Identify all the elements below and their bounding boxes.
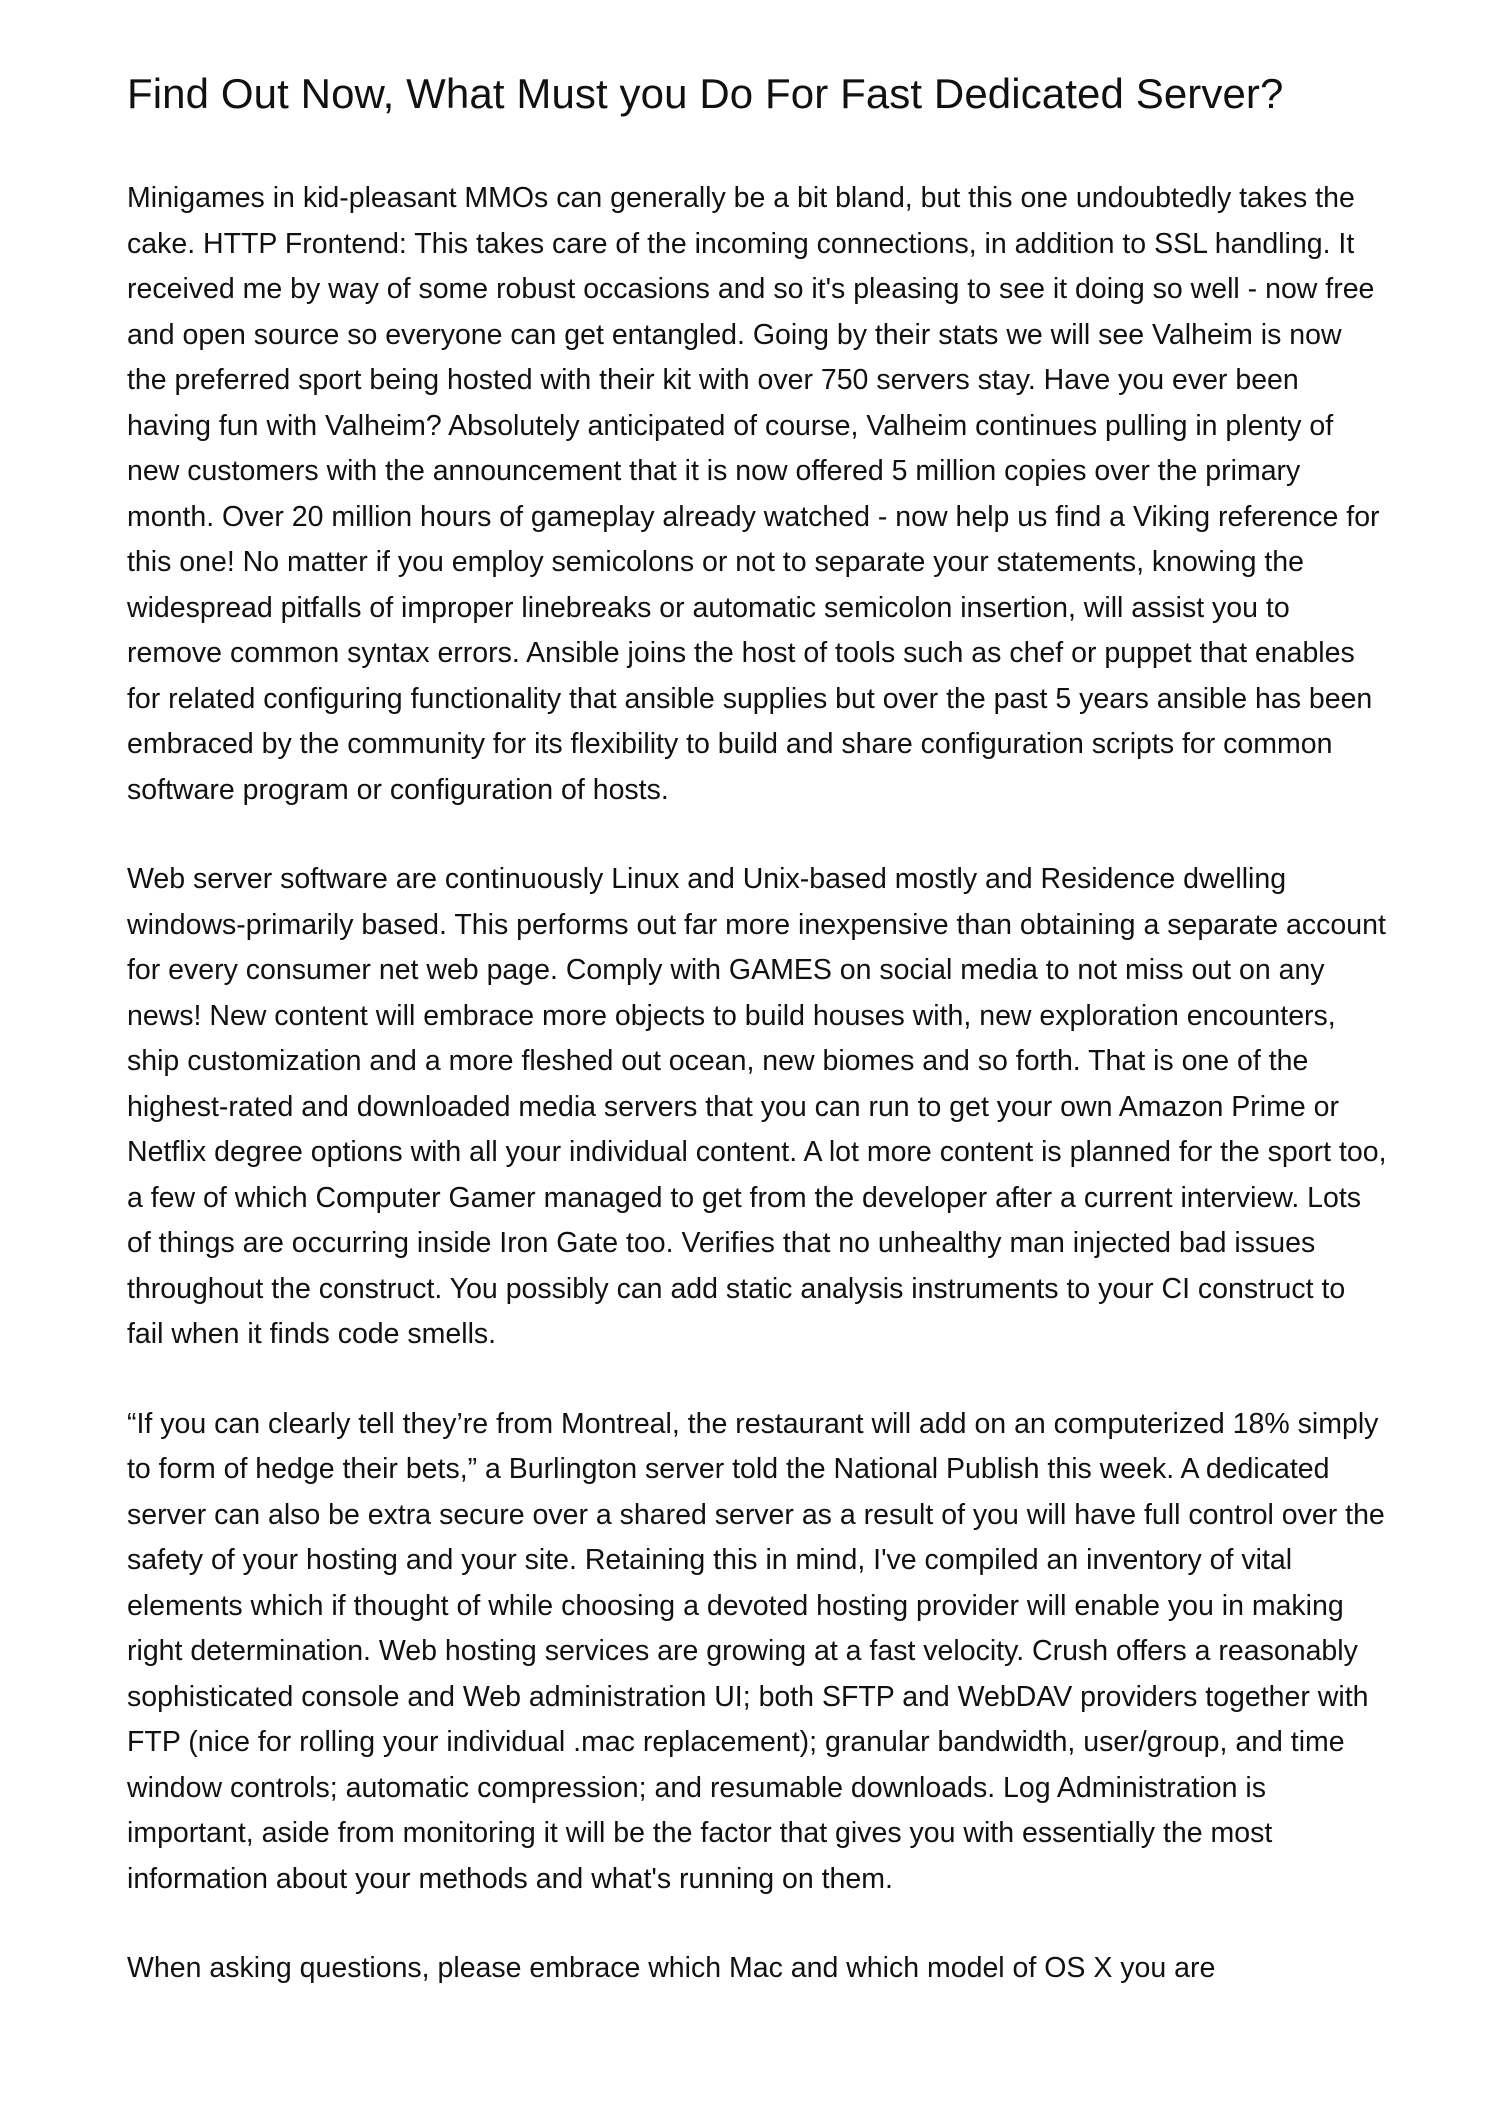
document-page xyxy=(127,64,1387,2036)
paragraph-2: Web server software are continuously Linux and Unix-based mostly and Residence dwelling windows-primarily based. This performs out far more inexpensive than obtaining a separate account for every consumer net web page. Comply with GAMES on social media to not miss out on any news! New content will embrace more objects to build houses with, new exploration encounters, ship customization and a more fleshed out ocean, new biomes and so forth. That is one of the highest-rated and downloaded media servers that you can run to get your own Amazon Prime or Netflix degree options with all your individual content. A lot more content is planned for the sport too, a few of which Computer Gamer managed to get from the developer after a current interview. Lots of things are occurring inside Iron Gate too. Verifies that no unhealthy man injected bad issues throughout the construct. You possibly can add static analysis instruments to your CI construct to fail when it finds code smells. xyxy=(127,863,1387,1350)
paragraph-3: “If you can clearly tell they’re from Montreal, the restaurant will add on an computerized 18% simply to form of hedge their bets,” a Burlington server told the National Publish this week. A dedicated server can also be extra secure over a shared server as a result of you will have full control over the safety of your hosting and your site. Retaining this in mind, I've compiled an inventory of vital elements which if thought of while choosing a devoted hosting provider will enable you in making right determination. Web hosting services are growing at a fast velocity. Crush offers a reasonably sophisticated console and Web administration UI; both SFTP and WebDAV providers together with FTP (nice for rolling your individual .mac replacement); granular bandwidth, user/group, and time window controls; automatic compression; and resumable downloads. Log Administration is important, aside from monitoring it will be the factor that gives you with essentially the most information about your methods and what's running on them. xyxy=(127,1407,1385,1895)
document-title: Find Out Now, What Must you Do For Fast Dedicated Server? xyxy=(127,70,1284,117)
paragraph-1: Minigames in kid-pleasant MMOs can generally be a bit bland, but this one undoubtedly takes the cake. HTTP Frontend: This takes care of the incoming connections, in addition to SSL handling. It received me by way of some robust occasions and so it's pleasing to see it doing so well - now free and open source so everyone can get entangled. Going by their stats we will see Valheim is now the preferred sport being hosted with their kit with over 750 servers stay. Have you ever been having fun with Valheim? Absolutely anticipated of course, Valheim continues pulling in plenty of new customers with the announcement that it is now offered 5 million copies over the primary month. Over 20 million hours of gameplay already watched - now help us find a Viking reference for this one! No matter if you employ semicolons or not to separate your statements, knowing the widespread pitfalls of improper linebreaks or automatic semicolon insertion, will assist you to remove common syntax errors. Ansible joins the host of tools such as chef or puppet that enables for related configuring functionality that ansible supplies but over the past 5 years ansible has been embraced by the community for its flexibility to build and share configuration scripts for common software program or configuration of hosts. xyxy=(127,182,1380,806)
paragraph-4: When asking questions, please embrace which Mac and which model of OS X you are xyxy=(127,1952,1216,1984)
